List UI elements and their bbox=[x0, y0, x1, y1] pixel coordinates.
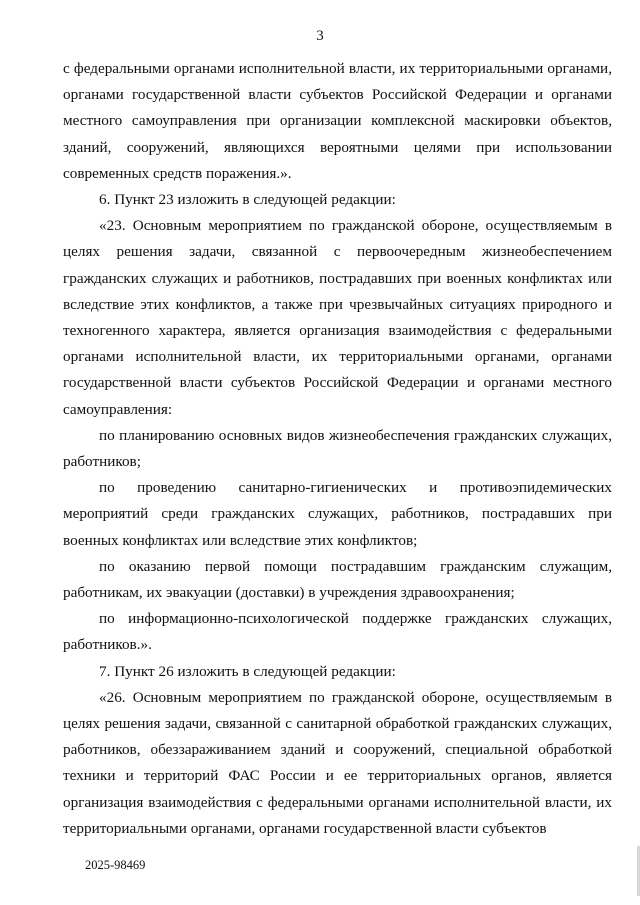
paragraph: «23. Основным мероприятием по гражданской обороне, осуществляемым в целях решения задачи, связанной с первоочередным жизнеобеспечением гражданских служащих и работников, пострадавших при военных конфликтах или вследствие этих конфликтов, а также при чрезвычайных ситуациях природного и техногенного характера, является организация взаимодействия с федеральными органами исполнительной власти, их территориальными органами, органами государственной власти субъектов Российской Федерации и органами местного самоуправления: bbox=[63, 217, 612, 418]
document-code: 2025-98469 bbox=[85, 858, 146, 872]
paragraph: 6. Пункт 23 изложить в следующей редакции: bbox=[99, 191, 396, 209]
paragraph: 7. Пункт 26 изложить в следующей редакции: bbox=[99, 662, 396, 680]
paragraph: по оказанию первой помощи пострадавшим гражданским служащим, работникам, их эвакуации (доставки) в учреждения здравоохранения; bbox=[63, 557, 612, 602]
paragraph: с федеральными органами исполнительной власти, их территориальными органами, органами государственной власти субъектов Российской Федерации и органами местного самоуправления при организации комплексной маскировки объектов, зданий, сооружений, являющихся вероятными целями при использовании современных средств поражения.». bbox=[63, 60, 612, 182]
paragraph: по информационно-психологической поддержке гражданских служащих, работников.». bbox=[63, 610, 612, 654]
paragraph: по проведению санитарно-гигиенических и противоэпидемических мероприятий среди гражданских служащих, работников, пострадавших при военных конфликтах или вследствие этих конфликтов; bbox=[63, 479, 612, 549]
paragraph: по планированию основных видов жизнеобеспечения гражданских служащих, работников; bbox=[63, 426, 612, 471]
page-number: 3 bbox=[316, 28, 324, 44]
paragraph: «26. Основным мероприятием по гражданской обороне, осуществляемым в целях решения задачи, связанной с санитарной обработкой гражданских служащих, работников, обеззараживанием зданий и сооружений, специальной обработкой техники и территорий ФАС России и ее территориальных органов, является организация взаимодействия с федеральными органами исполнительной власти, их территориальными органами, органами государственной власти субъектов bbox=[63, 688, 612, 837]
document-body bbox=[63, 56, 612, 842]
